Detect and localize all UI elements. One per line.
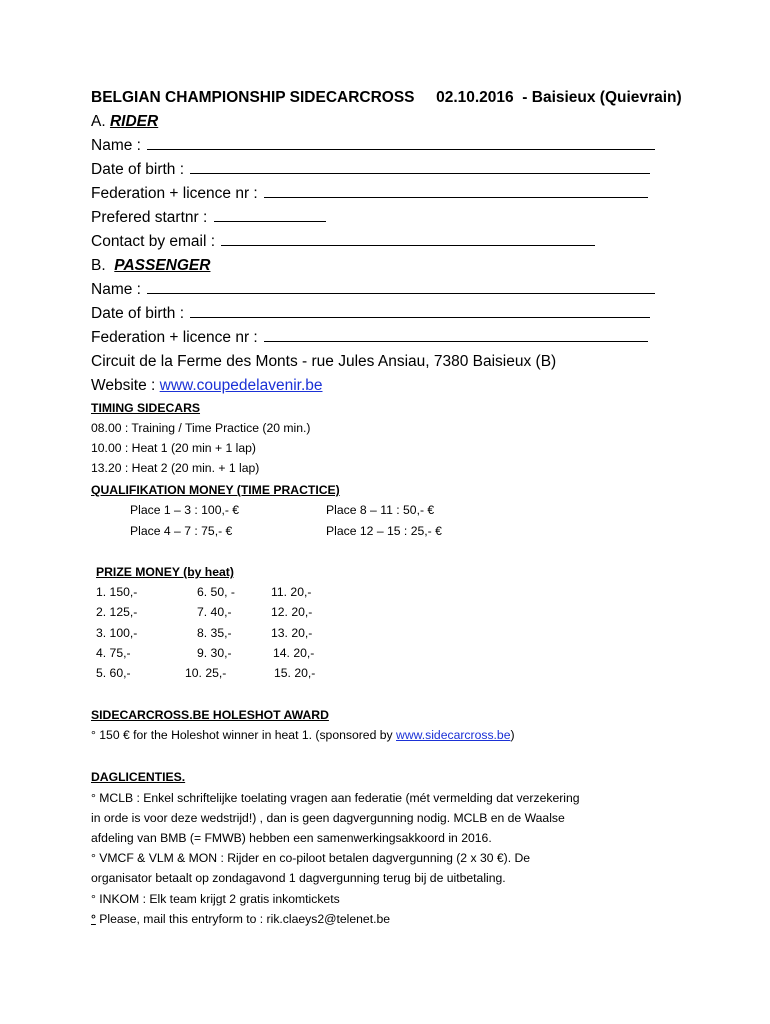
prize-item: 15. 20,- xyxy=(274,666,316,680)
daglicenties-heading: DAGLICENTIES. xyxy=(91,770,186,784)
rider-heading-label: RIDER xyxy=(109,113,159,130)
page-title xyxy=(91,86,682,110)
timing-line: 08.00 : Training / Time Practice (20 min.) xyxy=(91,421,311,435)
holeshot-line xyxy=(91,725,515,745)
championship-title: BELGIAN CHAMPIONSHIP SIDECARCROSS xyxy=(91,89,415,106)
rider-name-input[interactable] xyxy=(147,134,655,150)
rider-startnr-label: Prefered startnr : xyxy=(91,209,208,226)
prize-item: 10. 25,- xyxy=(185,666,227,680)
daglicenties-line: organisator betaalt op zondagavond 1 dagvergunning terug bij de uitbetaling. xyxy=(91,871,506,885)
website-label: Website : xyxy=(91,377,156,394)
holeshot-heading: SIDECARCROSS.BE HOLESHOT AWARD xyxy=(91,708,329,722)
prize-item: 14. 20,- xyxy=(273,646,315,660)
prize-item: 6. 50, - xyxy=(197,585,235,599)
rider-prefix: A. xyxy=(91,113,106,130)
rider-licence-input[interactable] xyxy=(264,182,648,198)
prize-item: 9. 30,- xyxy=(197,646,232,660)
rider-heading xyxy=(91,110,158,134)
timing-line: 13.20 : Heat 2 (20 min. + 1 lap) xyxy=(91,461,260,475)
daglicenties-line: ° MCLB : Enkel schriftelijke toelating vragen aan federatie (mét vermelding dat verzekering xyxy=(91,791,580,805)
bullet-mark: ° xyxy=(91,912,96,926)
passenger-name-input[interactable] xyxy=(147,278,655,294)
holeshot-text: ° 150 € for the Holeshot winner in heat 1. (sponsored by xyxy=(91,728,397,742)
prize-item: 1. 150,- xyxy=(96,585,138,599)
website-line xyxy=(91,374,323,398)
prize-item: 3. 100,- xyxy=(96,626,138,640)
mail-instruction: Please, mail this entryform to : rik.claeys2@telenet.be xyxy=(95,912,391,926)
prize-item: 8. 35,- xyxy=(197,626,232,640)
rider-email-label: Contact by email : xyxy=(91,233,216,250)
passenger-dob-input[interactable] xyxy=(190,302,650,318)
prize-item: 4. 75,- xyxy=(96,646,131,660)
prize-item: 11. 20,- xyxy=(271,585,312,599)
timing-line: 10.00 : Heat 1 (20 min + 1 lap) xyxy=(91,441,256,455)
rider-startnr-field xyxy=(91,206,326,230)
website-link[interactable]: www.coupedelavenir.be xyxy=(159,377,323,394)
rider-dob-field xyxy=(91,158,650,182)
passenger-heading xyxy=(91,254,210,278)
timing-heading: TIMING SIDECARS xyxy=(91,401,201,415)
rider-licence-field xyxy=(91,182,648,206)
prize-item: 12. 20,- xyxy=(271,605,313,619)
prize-item: 7. 40,- xyxy=(197,605,232,619)
passenger-heading-label: PASSENGER xyxy=(114,257,211,274)
daglicenties-line xyxy=(91,909,390,929)
passenger-licence-field xyxy=(91,326,648,350)
passenger-name-label: Name : xyxy=(91,281,141,298)
daglicenties-line: ° VMCF & VLM & MON : Rijder en co-piloot betalen dagvergunning (2 x 30 €). De xyxy=(91,851,531,865)
qualification-heading: QUALIFIKATION MONEY (TIME PRACTICE) xyxy=(91,483,340,497)
rider-dob-label: Date of birth : xyxy=(91,161,185,178)
qualification-place: Place 1 – 3 : 100,- € xyxy=(130,503,240,517)
rider-dob-input[interactable] xyxy=(190,158,650,174)
daglicenties-line: afdeling van BMB (= FMWB) hebben een samenwerkingsakkoord in 2016. xyxy=(91,831,492,845)
rider-name-label: Name : xyxy=(91,137,141,154)
passenger-dob-field xyxy=(91,302,650,326)
rider-startnr-input[interactable] xyxy=(214,206,326,222)
prize-item: 2. 125,- xyxy=(96,605,138,619)
daglicenties-line: in orde is voor deze wedstrijd!) , dan is geen dagvergunning nodig. MCLB en de Waalse xyxy=(91,811,565,825)
rider-name-field xyxy=(91,134,655,158)
passenger-licence-input[interactable] xyxy=(264,326,648,342)
prize-item: 5. 60,- xyxy=(96,666,131,680)
qualification-place: Place 8 – 11 : 50,- € xyxy=(326,503,435,517)
qualification-place: Place 4 – 7 : 75,- € xyxy=(130,524,233,538)
prize-heading: PRIZE MONEY (by heat) xyxy=(96,565,234,579)
rider-licence-label: Federation + licence nr : xyxy=(91,185,258,202)
passenger-licence-label: Federation + licence nr : xyxy=(91,329,258,346)
passenger-dob-label: Date of birth : xyxy=(91,305,185,322)
holeshot-text-end: ) xyxy=(510,728,515,742)
circuit-address: Circuit de la Ferme des Monts - rue Jules Ansiau, 7380 Baisieux (B) xyxy=(91,353,557,370)
event-date: 02.10.2016 xyxy=(436,89,514,106)
event-location: - Baisieux (Quievrain) xyxy=(522,89,682,106)
rider-email-field xyxy=(91,230,595,254)
passenger-prefix: B. xyxy=(91,257,106,274)
passenger-name-field xyxy=(91,278,655,302)
sidecarcross-link[interactable]: www.sidecarcross.be xyxy=(396,728,511,742)
qualification-place: Place 12 – 15 : 25,- € xyxy=(326,524,442,538)
rider-email-input[interactable] xyxy=(221,230,595,246)
daglicenties-line: ° INKOM : Elk team krijgt 2 gratis inkomtickets xyxy=(91,892,340,906)
prize-item: 13. 20,- xyxy=(271,626,313,640)
